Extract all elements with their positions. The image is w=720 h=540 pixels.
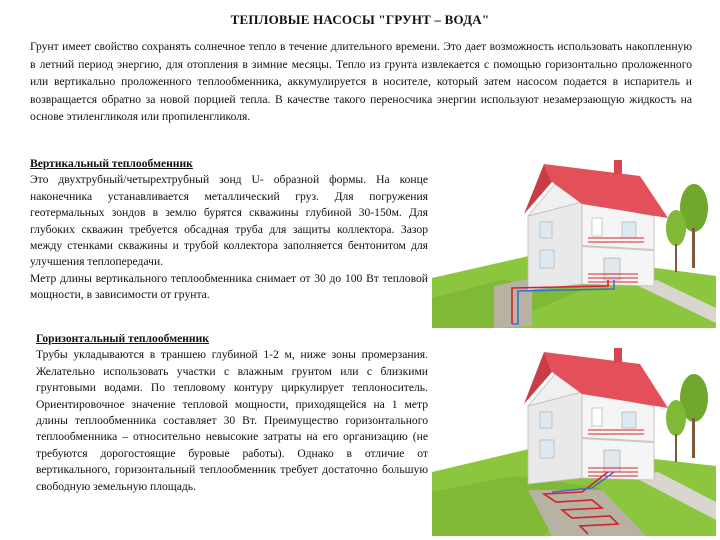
vertical-heading: Вертикальный теплообменник <box>30 157 193 170</box>
vertical-exchanger-section <box>30 156 428 304</box>
intro-paragraph: Грунт имеет свойство сохранять солнечное тепло в течение длительного времени. Это дает возможность использовать накопленную в летний период энергию, для отопления в зимние месяцы. Тепло из грунта извлекается с помощью горизонтально проложенного или вертикально проложенного теплообменника, аккумулируется в носителе, который затем насосом подается в испаритель и возвращается обратно за новой порцией тепла. В качестве такого переносчика энергии используют незамерзающую жидкость на основе этиленгликоля или пропиленгликоля. <box>30 40 692 124</box>
horizontal-heading: Горизонтальный теплообменник <box>36 332 209 345</box>
horizontal-exchanger-section <box>36 331 428 495</box>
vertical-text-power: Метр длины вертикального теплообменника снимает от 30 до 100 Вт тепловой мощности, в зависимости от грунта. <box>30 271 428 302</box>
vertical-text: Это двухтрубный/четырехтрубный зонд U- образной формы. На конце наконечника устанавливается металлический груз. Для погружения геотермальных зондов в землю бурятся скважины глубиной 30-150м. Для глубоких скважин требуется обсадная труба для защиты коллектора. Зазор между стенками скважины и трубой коллектора заполняется бентонитом для улучшения теплопередачи. <box>30 173 428 269</box>
vertical-heat-pump-illustration <box>432 158 716 328</box>
page-title: ТЕПЛОВЫЕ НАСОСЫ "ГРУНТ – ВОДА" <box>230 12 490 27</box>
horizontal-text: Трубы укладываются в траншею глубиной 1-2 м, ниже зоны промерзания. Желательно использовать участки с влажным грунтом или с близкими грунтовыми водами. По тепловому контуру циркулирует теплоноситель. Ориентировочное значение тепловой мощности, приходящейся на 1 метр длины теплообменника составляет 30 Вт. Преимущество горизонтального теплообменника – относительно невысокие затраты на его организацию (не требуются дорогостоящие буровые работы). Однако в отличие от вертикального, горизонтальный теплообменник требует достаточно большую свободную земельную площадь. <box>36 348 428 493</box>
horizontal-heat-pump-illustration <box>432 342 716 536</box>
